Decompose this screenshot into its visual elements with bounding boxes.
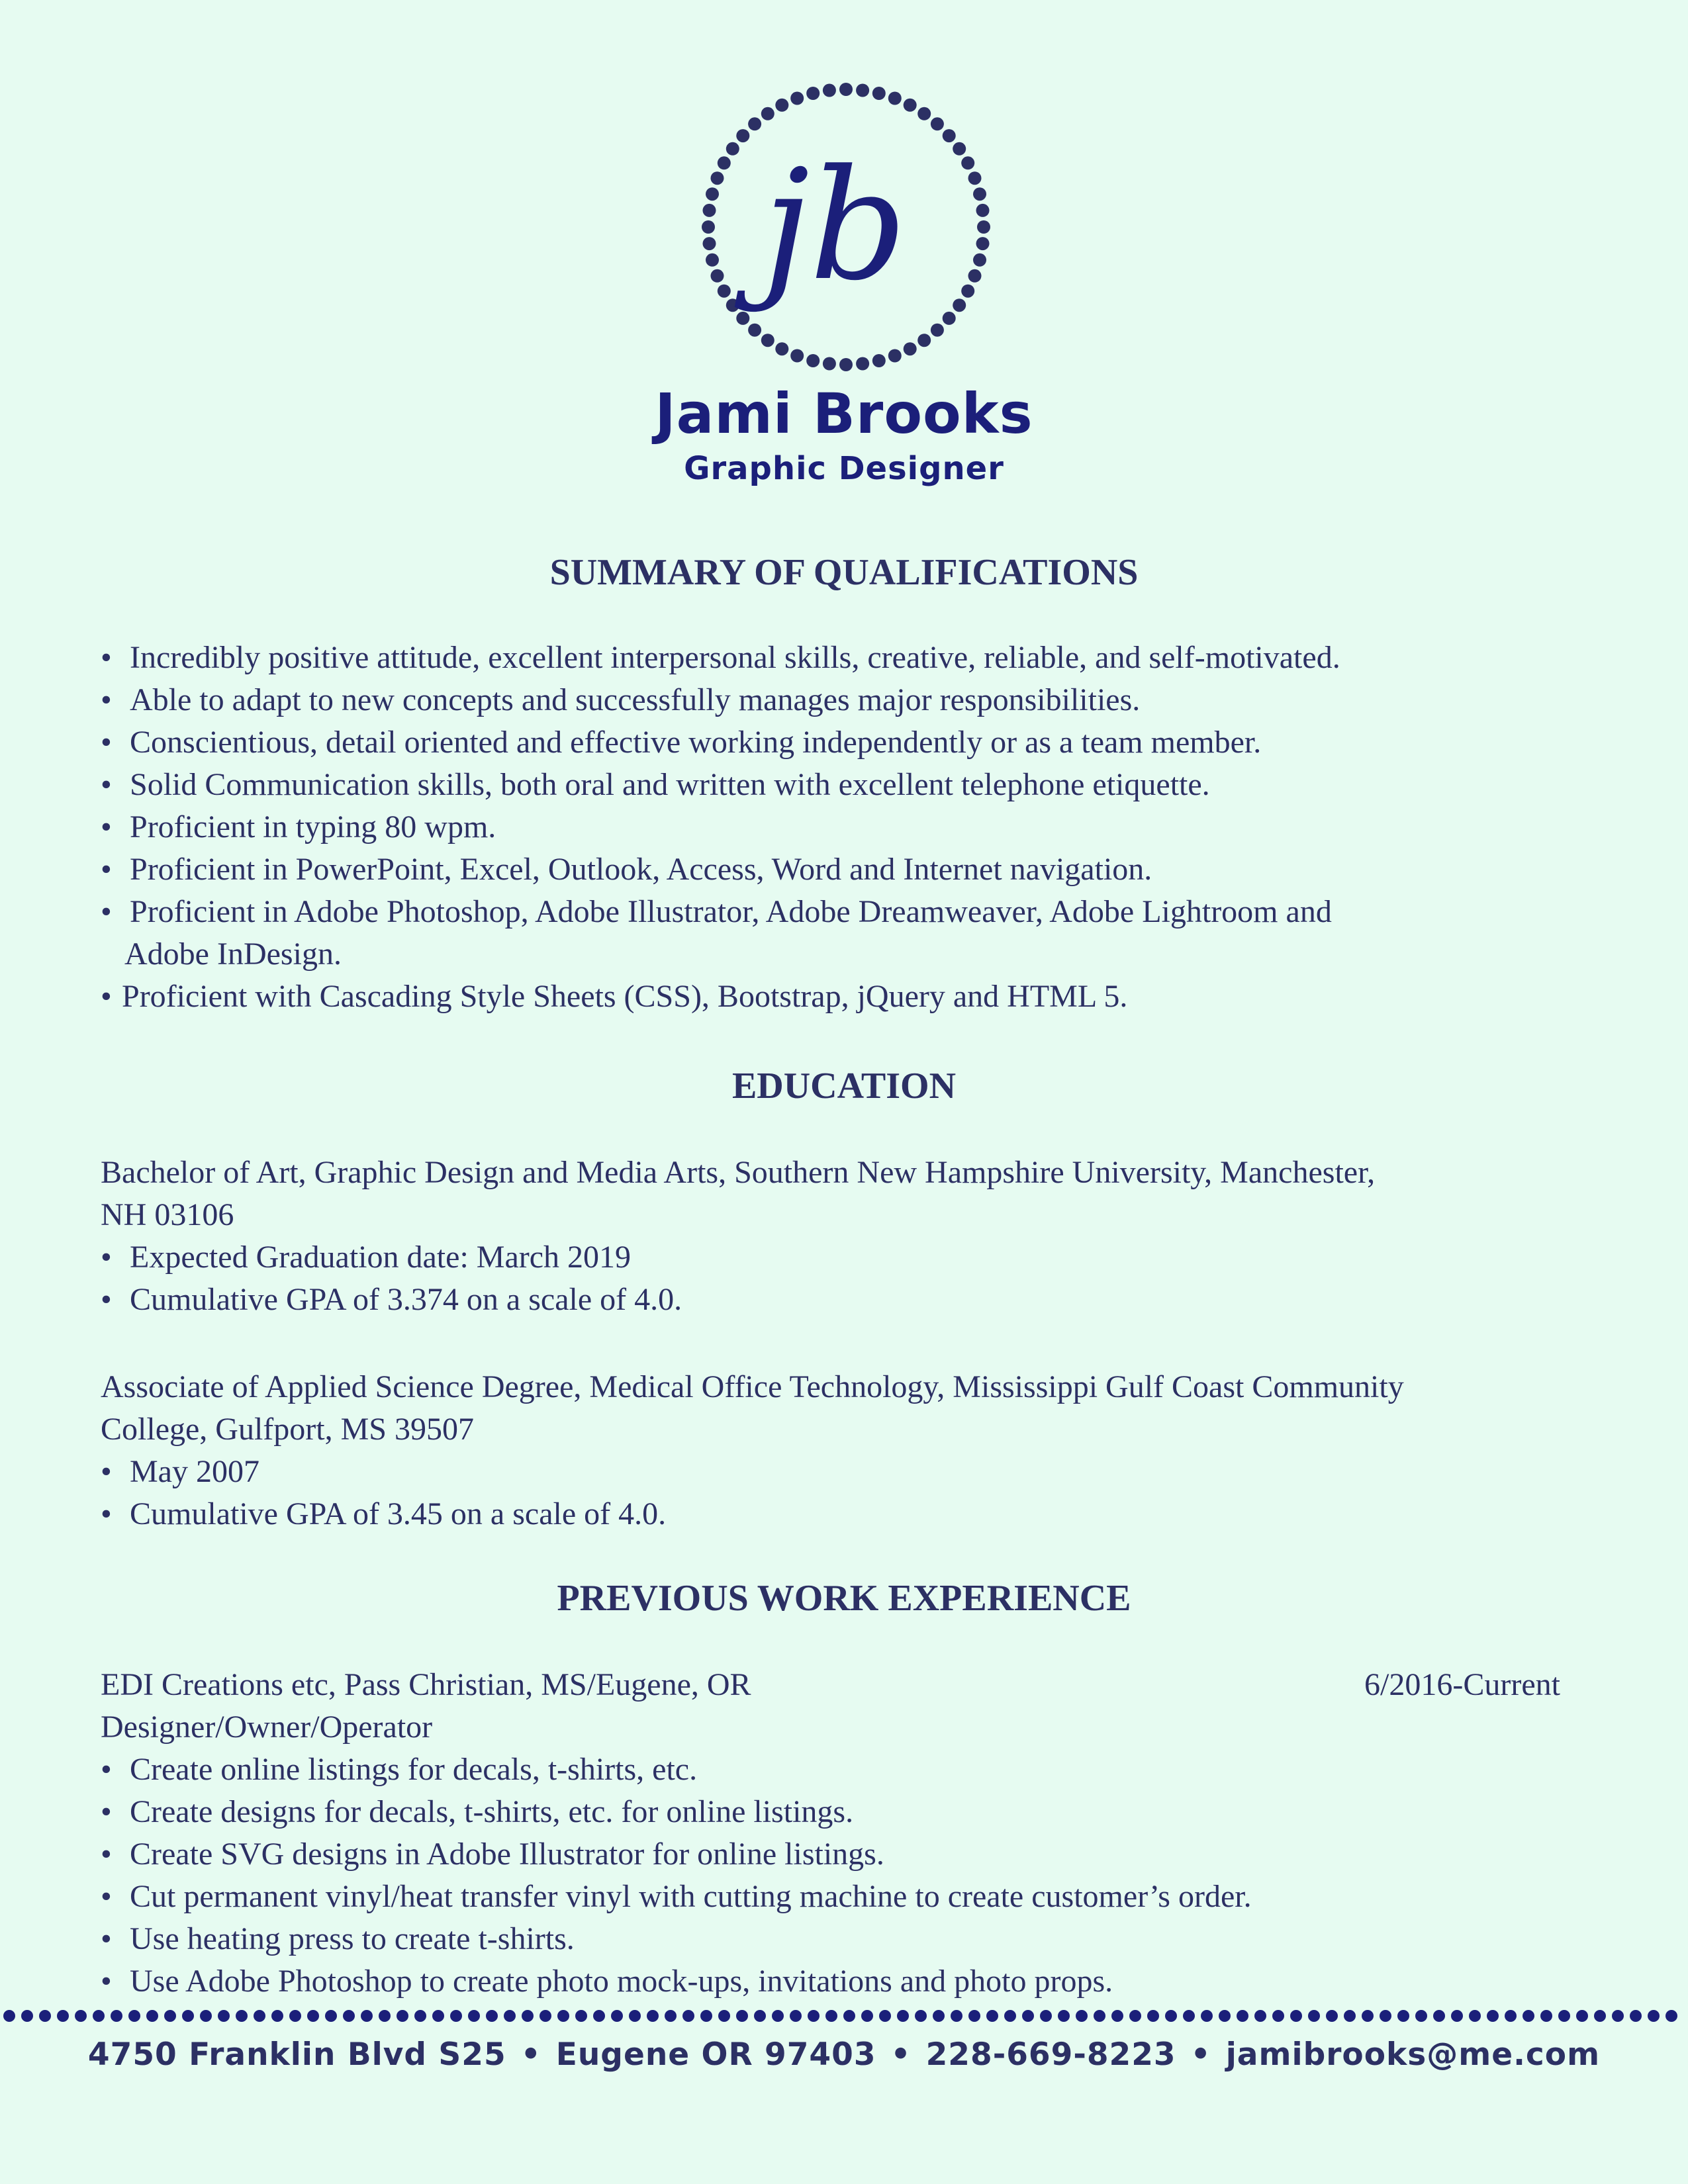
list-item — [101, 1791, 1590, 1833]
divider-dot — [1594, 2010, 1606, 2022]
divider-dot — [915, 2010, 927, 2022]
divider-dot — [414, 2010, 426, 2022]
logo-dot — [973, 253, 986, 267]
list-item — [101, 891, 1590, 933]
divider-dot — [1362, 2010, 1374, 2022]
contact-footer — [0, 2032, 1688, 2078]
bullet-icon: • — [101, 1879, 112, 1914]
candidate-title: Graphic Designer — [684, 450, 1004, 487]
divider-dot — [1487, 2010, 1499, 2022]
phone-number: 228-669-8223 — [925, 2036, 1176, 2073]
logo-dot — [806, 354, 820, 367]
logo-dot — [736, 129, 749, 142]
list-item-text: Solid Communication skills, both oral and written with excellent telephone etiquette. — [130, 767, 1210, 802]
list-item-text: Cumulative GPA of 3.45 on a scale of 4.0. — [130, 1496, 667, 1531]
logo-dot — [718, 285, 731, 298]
dotted-divider — [0, 2003, 1688, 2029]
divider-dot — [700, 2010, 712, 2022]
divider-dot — [1433, 2010, 1445, 2022]
logo-monogram-text: jb — [762, 138, 908, 314]
list-item-text: Proficient in typing 80 wpm. — [130, 809, 496, 844]
logo-dot — [806, 87, 820, 100]
divider-dot — [1540, 2010, 1552, 2022]
list-item — [101, 1960, 1590, 2003]
divider-dot — [164, 2010, 176, 2022]
divider-dot — [271, 2010, 283, 2022]
divider-dot — [1326, 2010, 1338, 2022]
divider-dot — [629, 2010, 641, 2022]
divider-dot — [861, 2010, 873, 2022]
logo-dot — [761, 334, 774, 347]
divider-dot — [1469, 2010, 1481, 2022]
bullet-icon: • — [101, 1752, 112, 1787]
summary-list — [101, 637, 1590, 1018]
candidate-name: Jami Brooks — [655, 381, 1033, 446]
logo-dot — [706, 187, 719, 201]
list-item — [101, 721, 1590, 764]
list-item — [101, 1279, 1590, 1321]
divider-dot — [1380, 2010, 1391, 2022]
list-item — [101, 1876, 1590, 1918]
logo-dot — [839, 83, 853, 96]
bullet-icon: • — [101, 767, 112, 802]
divider-dot — [1165, 2010, 1177, 2022]
list-item — [101, 1918, 1590, 1960]
logo-dot — [904, 99, 917, 112]
divider-dot — [325, 2010, 337, 2022]
logo-graphic — [698, 79, 994, 375]
list-item-text: Expected Graduation date: March 2019 — [130, 1240, 632, 1275]
bullet-icon: • — [101, 1454, 112, 1489]
divider-dot — [611, 2010, 623, 2022]
logo-dot — [961, 285, 974, 298]
list-item — [101, 806, 1590, 848]
divider-dot — [557, 2010, 569, 2022]
list-item-text: Create designs for decals, t-shirts, etc. for online listings. — [130, 1794, 854, 1829]
divider-dot — [450, 2010, 462, 2022]
logo-dot — [706, 253, 719, 267]
logo-dot — [904, 342, 917, 355]
divider-dot — [772, 2010, 784, 2022]
employer: EDI Creations etc, Pass Christian, MS/Eugene, OR — [101, 1667, 751, 1702]
list-item — [101, 1833, 1590, 1876]
logo-dot — [856, 84, 869, 97]
list-item-continuation — [101, 933, 1590, 976]
logo-dot — [790, 92, 804, 105]
logo-dot — [931, 117, 944, 130]
divider-dot — [1415, 2010, 1427, 2022]
divider-dot — [575, 2010, 587, 2022]
divider-dot — [1040, 2010, 1052, 2022]
logo-dot — [872, 87, 886, 100]
divider-dot — [1076, 2010, 1088, 2022]
divider-dot — [1254, 2010, 1266, 2022]
divider-dot — [468, 2010, 480, 2022]
divider-dot — [1004, 2010, 1016, 2022]
divider-dot — [1576, 2010, 1588, 2022]
logo-dot — [931, 324, 944, 337]
divider-dot — [1665, 2010, 1677, 2022]
job-dates: 6/2016-Current — [1364, 1667, 1560, 1702]
divider-dot — [397, 2010, 408, 2022]
divider-dot — [1237, 2010, 1248, 2022]
list-item — [101, 679, 1590, 721]
logo-dot — [775, 99, 788, 112]
logo-dot — [718, 156, 731, 169]
divider-dot — [1505, 2010, 1517, 2022]
list-item-text: Cumulative GPA of 3.374 on a scale of 4.0. — [130, 1282, 682, 1317]
divider-dot — [1111, 2010, 1123, 2022]
logo-dot — [703, 204, 716, 217]
list-item-text: Adobe InDesign. — [124, 936, 342, 972]
divider-dot — [593, 2010, 605, 2022]
summary-heading: SUMMARY OF QUALIFICATIONS — [549, 552, 1139, 593]
divider-dot — [951, 2010, 962, 2022]
logo-dot — [968, 171, 982, 185]
logo-dot — [856, 357, 869, 371]
bullet-icon: • — [101, 682, 112, 717]
logo-dot — [823, 84, 836, 97]
divider-dot — [1630, 2010, 1642, 2022]
logo-dot — [711, 269, 724, 283]
list-item — [101, 976, 1590, 1018]
bullet-icon: • — [101, 979, 112, 1014]
divider-dot — [93, 2010, 105, 2022]
list-item — [101, 1236, 1590, 1279]
divider-dot — [718, 2010, 730, 2022]
divider-dot — [432, 2010, 444, 2022]
divider-dot — [1648, 2010, 1660, 2022]
divider-dot — [21, 2010, 33, 2022]
logo-dot — [888, 92, 902, 105]
divider-dot — [1183, 2010, 1195, 2022]
list-item-text: Create SVG designs in Adobe Illustrator for online listings. — [130, 1837, 884, 1872]
list-item-text: Use Adobe Photoshop to create photo mock-ups, invitations and photo props. — [130, 1964, 1113, 1999]
divider-dot — [3, 2010, 15, 2022]
bullet-icon: • — [101, 809, 112, 844]
list-item-text: Proficient in PowerPoint, Excel, Outlook, Access, Word and Internet navigation. — [130, 852, 1152, 887]
divider-dot — [1290, 2010, 1302, 2022]
logo-dot — [711, 171, 724, 185]
divider-dot — [361, 2010, 373, 2022]
divider-dot — [504, 2010, 516, 2022]
city-state-zip: Eugene OR 97403 — [555, 2036, 876, 2073]
divider-dot — [522, 2010, 534, 2022]
divider-dot — [647, 2010, 659, 2022]
divider-dot — [146, 2010, 158, 2022]
divider-dot — [182, 2010, 194, 2022]
bullet-icon: • — [101, 1964, 112, 1999]
bullet-icon: • — [101, 640, 112, 675]
degree-line: Associate of Applied Science Degree, Medical Office Technology, Mississippi Gulf Coast Community — [101, 1369, 1404, 1404]
bullet-icon: • — [101, 852, 112, 887]
divider-dot — [879, 2010, 891, 2022]
logo-dot — [790, 349, 804, 363]
divider-dot — [933, 2010, 945, 2022]
dotted-divider-graphic — [0, 2003, 1688, 2029]
divider-dot — [343, 2010, 355, 2022]
logo-dot — [888, 349, 902, 363]
divider-dot — [665, 2010, 677, 2022]
list-item — [101, 764, 1590, 806]
logo-dot — [953, 298, 966, 312]
job-role: Designer/Owner/Operator — [101, 1709, 433, 1745]
degree-location: College, Gulfport, MS 39507 — [101, 1412, 474, 1447]
logo-dot — [977, 220, 990, 234]
divider-dot — [57, 2010, 69, 2022]
logo-dot — [748, 324, 761, 337]
logo-dot — [703, 237, 716, 250]
list-item-text: Cut permanent vinyl/heat transfer vinyl with cutting machine to create customer’s order. — [130, 1879, 1252, 1914]
separator-dot-icon: • — [890, 2036, 912, 2073]
logo-dot — [968, 269, 982, 283]
email-address: jamibrooks@me.com — [1225, 2036, 1601, 2073]
divider-dot — [1397, 2010, 1409, 2022]
divider-dot — [736, 2010, 748, 2022]
list-item — [101, 1749, 1590, 1791]
logo-dot — [943, 312, 956, 325]
logo-dot — [702, 220, 715, 234]
divider-dot — [808, 2010, 820, 2022]
bullet-icon: • — [101, 894, 112, 929]
address: 4750 Franklin Blvd S25 — [87, 2036, 506, 2073]
list-item-text: May 2007 — [130, 1454, 259, 1489]
divider-dot — [754, 2010, 766, 2022]
logo-dot — [748, 117, 761, 130]
list-item-text: Conscientious, detail oriented and effective working independently or as a team member. — [130, 725, 1262, 760]
logo-dot — [823, 357, 836, 371]
bullet-icon: • — [101, 725, 112, 760]
divider-dot — [1451, 2010, 1463, 2022]
divider-dot — [111, 2010, 122, 2022]
divider-dot — [825, 2010, 837, 2022]
divider-dot — [897, 2010, 909, 2022]
job-header — [101, 1664, 1590, 1706]
divider-dot — [128, 2010, 140, 2022]
divider-dot — [843, 2010, 855, 2022]
education-heading: EDUCATION — [731, 1066, 957, 1107]
divider-dot — [1022, 2010, 1034, 2022]
divider-dot — [1058, 2010, 1070, 2022]
list-item — [101, 637, 1590, 679]
logo-dot — [953, 142, 966, 156]
divider-dot — [289, 2010, 301, 2022]
education-entry — [101, 1366, 1590, 1535]
divider-dot — [539, 2010, 551, 2022]
logo-dot — [839, 358, 853, 371]
divider-dot — [1344, 2010, 1356, 2022]
divider-dot — [986, 2010, 998, 2022]
list-item-text: Use heating press to create t-shirts. — [130, 1921, 575, 1956]
logo-dot — [872, 354, 886, 367]
bullet-icon: • — [101, 1240, 112, 1275]
bullet-icon: • — [101, 1282, 112, 1317]
logo-monogram — [698, 79, 994, 375]
list-item-text: Incredibly positive attitude, excellent interpersonal skills, creative, reliable, and self-motivated. — [130, 640, 1340, 675]
list-item — [101, 1451, 1590, 1493]
divider-dot — [218, 2010, 230, 2022]
list-item-text: Able to adapt to new concepts and successfully manages major responsibilities. — [130, 682, 1141, 717]
logo-dot — [976, 204, 990, 217]
list-item-text: Proficient in Adobe Photoshop, Adobe Illustrator, Adobe Dreamweaver, Adobe Lightroom and — [130, 894, 1332, 929]
divider-dot — [236, 2010, 248, 2022]
experience-entry — [101, 1664, 1590, 2003]
logo-dot — [917, 334, 931, 347]
bullet-icon: • — [101, 1794, 112, 1829]
list-item — [101, 1493, 1590, 1535]
divider-dot — [486, 2010, 498, 2022]
divider-dot — [1272, 2010, 1284, 2022]
logo-dot — [736, 312, 749, 325]
divider-dot — [75, 2010, 87, 2022]
divider-dot — [1094, 2010, 1105, 2022]
separator-dot-icon: • — [1190, 2036, 1211, 2073]
divider-dot — [1612, 2010, 1624, 2022]
bullet-icon: • — [101, 1921, 112, 1956]
divider-dot — [1219, 2010, 1231, 2022]
logo-dot — [961, 156, 974, 169]
divider-dot — [1201, 2010, 1213, 2022]
list-item — [101, 848, 1590, 891]
divider-dot — [39, 2010, 51, 2022]
logo-dot — [761, 107, 774, 120]
divider-dot — [200, 2010, 212, 2022]
divider-dot — [1308, 2010, 1320, 2022]
logo-dot — [973, 187, 986, 201]
divider-dot — [1129, 2010, 1141, 2022]
divider-dot — [307, 2010, 319, 2022]
logo-dot — [726, 142, 739, 156]
logo-dot — [917, 107, 931, 120]
divider-dot — [682, 2010, 694, 2022]
degree-location: NH 03106 — [101, 1197, 234, 1232]
separator-dot-icon: • — [520, 2036, 541, 2073]
divider-dot — [968, 2010, 980, 2022]
bullet-icon: • — [101, 1496, 112, 1531]
experience-heading: PREVIOUS WORK EXPERIENCE — [557, 1578, 1131, 1619]
divider-dot — [1558, 2010, 1570, 2022]
bullet-icon: • — [101, 1837, 112, 1872]
divider-dot — [379, 2010, 391, 2022]
logo-dot — [726, 298, 739, 312]
divider-dot — [790, 2010, 802, 2022]
logo-dot — [943, 129, 956, 142]
divider-dot — [1147, 2010, 1159, 2022]
divider-dot — [1523, 2010, 1534, 2022]
logo-dot — [775, 342, 788, 355]
list-item-text: Create online listings for decals, t-shirts, etc. — [130, 1752, 698, 1787]
divider-dot — [254, 2010, 265, 2022]
education-entry — [101, 1152, 1590, 1321]
logo-dot — [976, 237, 990, 250]
degree-line: Bachelor of Art, Graphic Design and Media Arts, Southern New Hampshire University, Manchester, — [101, 1155, 1376, 1190]
list-item-text: Proficient with Cascading Style Sheets (CSS), Bootstrap, jQuery and HTML 5. — [122, 979, 1128, 1014]
